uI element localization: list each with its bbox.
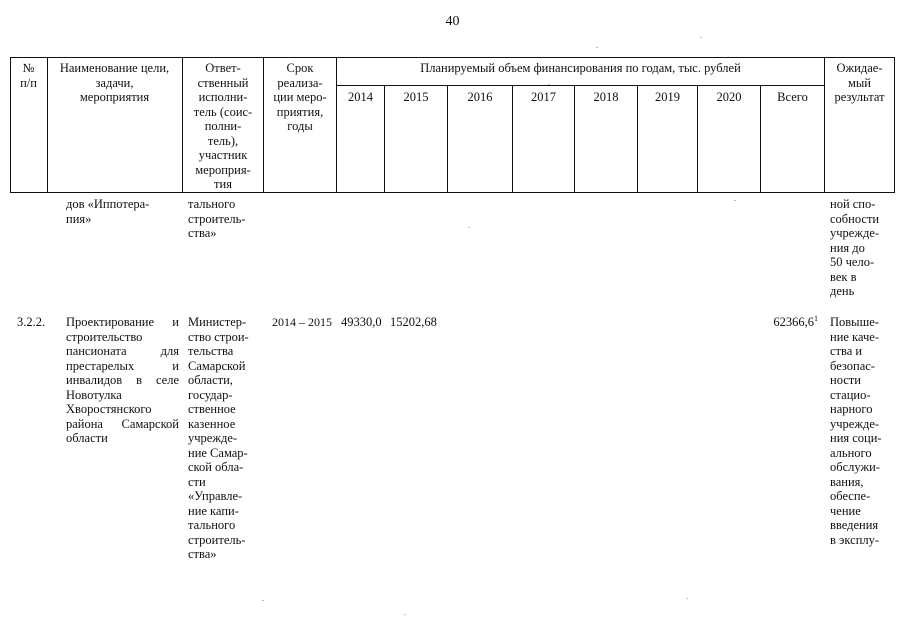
header-year-2016: 2016 <box>467 90 493 104</box>
row-responsible: Министер- ство строи- тельства Самарской области, государ- ственное казенное учрежде- ние Самар- ской обла- сти «Управле- ние капи- тального строитель- ства» <box>188 315 249 561</box>
row-2014-value: 49330,0 <box>341 315 382 329</box>
header-year-2015: 2015 <box>403 90 429 104</box>
header-col-term: Срок реализа- ции меро- приятия, годы <box>273 61 327 133</box>
cont-result: ной спо- собности учрежде- ния до 50 чело- век в день <box>830 197 880 298</box>
row-name: Проектирование и строительство пансионата для престарелых и инвалидов в селе Новотулка Хворостянского района Самарской области <box>66 315 179 445</box>
header-year-2018: 2018 <box>593 90 619 104</box>
header-year-2014: 2014 <box>348 90 373 104</box>
row-total-value <box>760 315 818 330</box>
header-year-2020: 2020 <box>716 90 742 104</box>
header-col-funding: Планируемый объем финансирования по годам, тыс. рублей <box>420 61 741 75</box>
header-col-name: Наименование цели, задачи, мероприятия <box>59 61 170 104</box>
header-total: Всего <box>777 90 808 104</box>
page-number: 40 <box>445 14 460 29</box>
row-term: 2014 – 2015 <box>272 315 332 329</box>
row-total-number: 62366,6 <box>773 315 814 329</box>
row-number: 3.2.2. <box>17 315 46 329</box>
header-year-2017: 2017 <box>531 90 556 104</box>
row-result: Повыше- ние каче- ства и безопас- ности стацио- нарного учрежде- ния соци- ального обслужи- вания, обеспе- чение введения в эксплу- <box>830 315 882 547</box>
header-col-number: № п/п <box>20 61 37 90</box>
cont-responsible: тального строитель- ства» <box>188 197 246 240</box>
header-col-responsible: Ответ- ственный исполни- тель (соис- полни- тель), участник мероприя- тия <box>193 61 253 191</box>
cont-name: дов «Иппотера- пия» <box>66 197 150 226</box>
row-total-footnote: 1 <box>814 313 818 323</box>
header-col-result: Ожидае- мый результат <box>834 61 885 104</box>
row-2015-value: 15202,68 <box>390 315 437 329</box>
header-year-2019: 2019 <box>655 90 680 104</box>
